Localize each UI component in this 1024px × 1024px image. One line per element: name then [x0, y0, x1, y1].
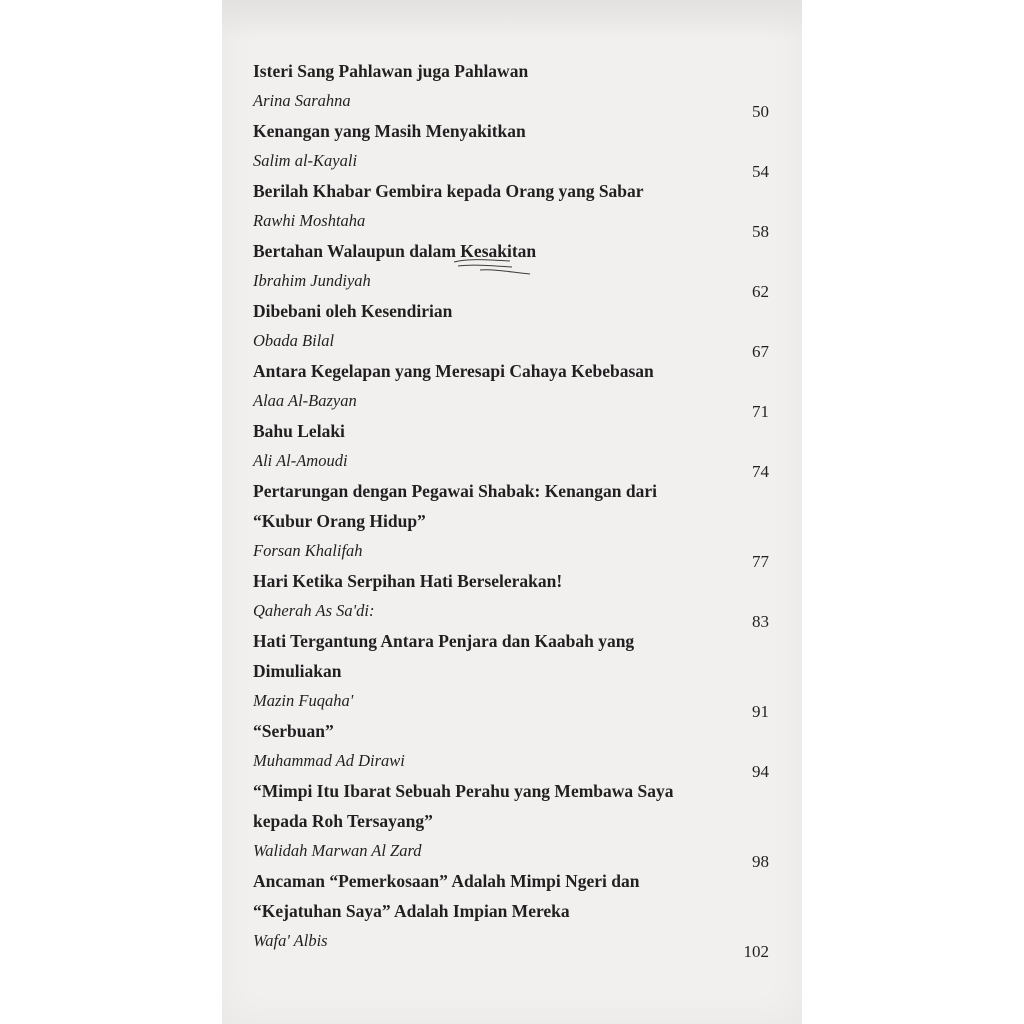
author-row	[253, 746, 773, 781]
entry-author: Arina Sarahna	[253, 91, 351, 110]
entry-page-number: 67	[752, 342, 769, 361]
author-row	[253, 86, 773, 121]
author-row	[253, 446, 773, 481]
entry-page-number: 94	[752, 762, 769, 781]
entry-page-number: 74	[752, 462, 769, 481]
toc-entry	[253, 116, 773, 181]
entry-page-number: 102	[743, 942, 769, 961]
entry-author: Ali Al-Amoudi	[253, 451, 348, 470]
author-row	[253, 836, 773, 871]
author-row	[253, 146, 773, 181]
author-row	[253, 686, 773, 721]
author-row	[253, 926, 773, 961]
toc-entry	[253, 716, 773, 781]
author-row	[253, 326, 773, 361]
entry-page-number: 71	[752, 402, 769, 421]
author-row	[253, 386, 773, 421]
toc-entry	[253, 56, 773, 121]
entry-title: Pertarungan dengan Pegawai Shabak: Kenangan dari	[253, 481, 658, 501]
entry-title: Kenangan yang Masih Menyakitkan	[253, 121, 526, 141]
entry-author: Wafa' Albis	[253, 931, 328, 950]
toc-entry	[253, 176, 773, 241]
entry-author: Salim al-Kayali	[253, 151, 358, 170]
author-row	[253, 596, 773, 631]
toc-entry	[253, 296, 773, 361]
author-row	[253, 266, 773, 301]
entry-title: “Mimpi Itu Ibarat Sebuah Perahu yang Membawa Saya	[253, 781, 674, 801]
entry-title: Dibebani oleh Kesendirian	[253, 301, 453, 321]
entry-page-number: 62	[752, 282, 769, 301]
entry-page-number: 58	[752, 222, 769, 241]
toc-entry	[253, 776, 773, 871]
entry-author: Mazin Fuqaha'	[253, 691, 354, 710]
toc-entry	[253, 626, 773, 721]
entry-title: Ancaman “Pemerkosaan” Adalah Mimpi Ngeri dan	[253, 871, 640, 891]
entry-author: Forsan Khalifah	[253, 541, 363, 560]
entry-author: Rawhi Moshtaha	[253, 211, 366, 230]
toc-entry	[253, 236, 773, 301]
entry-author: Obada Bilal	[253, 331, 335, 350]
table-of-contents	[253, 56, 773, 961]
entry-page-number: 91	[752, 702, 769, 721]
toc-entry	[253, 356, 773, 421]
entry-author: Walidah Marwan Al Zard	[253, 841, 422, 860]
entry-author: Alaa Al-Bazyan	[253, 391, 357, 410]
entry-title: “Kubur Orang Hidup”	[253, 511, 426, 531]
entry-page-number: 98	[752, 852, 769, 871]
author-row	[253, 206, 773, 241]
entry-author: Ibrahim Jundiyah	[253, 271, 371, 290]
entry-title: “Kejatuhan Saya” Adalah Impian Mereka	[253, 901, 570, 921]
entry-title: Hari Ketika Serpihan Hati Berselerakan!	[253, 571, 563, 591]
toc-entry	[253, 866, 773, 961]
entry-author: Qaherah As Sa'di:	[253, 601, 375, 620]
toc-entry	[253, 476, 773, 571]
entry-page-number: 54	[752, 162, 769, 181]
toc-entry	[253, 416, 773, 481]
entry-page-number: 83	[752, 612, 769, 631]
entry-page-number: 50	[752, 102, 769, 121]
author-row	[253, 536, 773, 571]
entry-title: Hati Tergantung Antara Penjara dan Kaabah yang	[253, 631, 635, 651]
entry-title: Bertahan Walaupun dalam Kesakitan	[253, 241, 537, 261]
entry-title: Dimuliakan	[253, 661, 342, 681]
entry-author: Muhammad Ad Dirawi	[253, 751, 405, 770]
toc-entry	[253, 566, 773, 631]
entry-title: Isteri Sang Pahlawan juga Pahlawan	[253, 61, 529, 81]
entry-title: Bahu Lelaki	[253, 421, 345, 441]
entry-title: “Serbuan”	[253, 721, 334, 741]
entry-page-number: 77	[752, 552, 769, 571]
entry-title: Berilah Khabar Gembira kepada Orang yang Sabar	[253, 181, 644, 201]
entry-title: kepada Roh Tersayang”	[253, 811, 433, 831]
entry-title: Antara Kegelapan yang Meresapi Cahaya Kebebasan	[253, 361, 654, 381]
